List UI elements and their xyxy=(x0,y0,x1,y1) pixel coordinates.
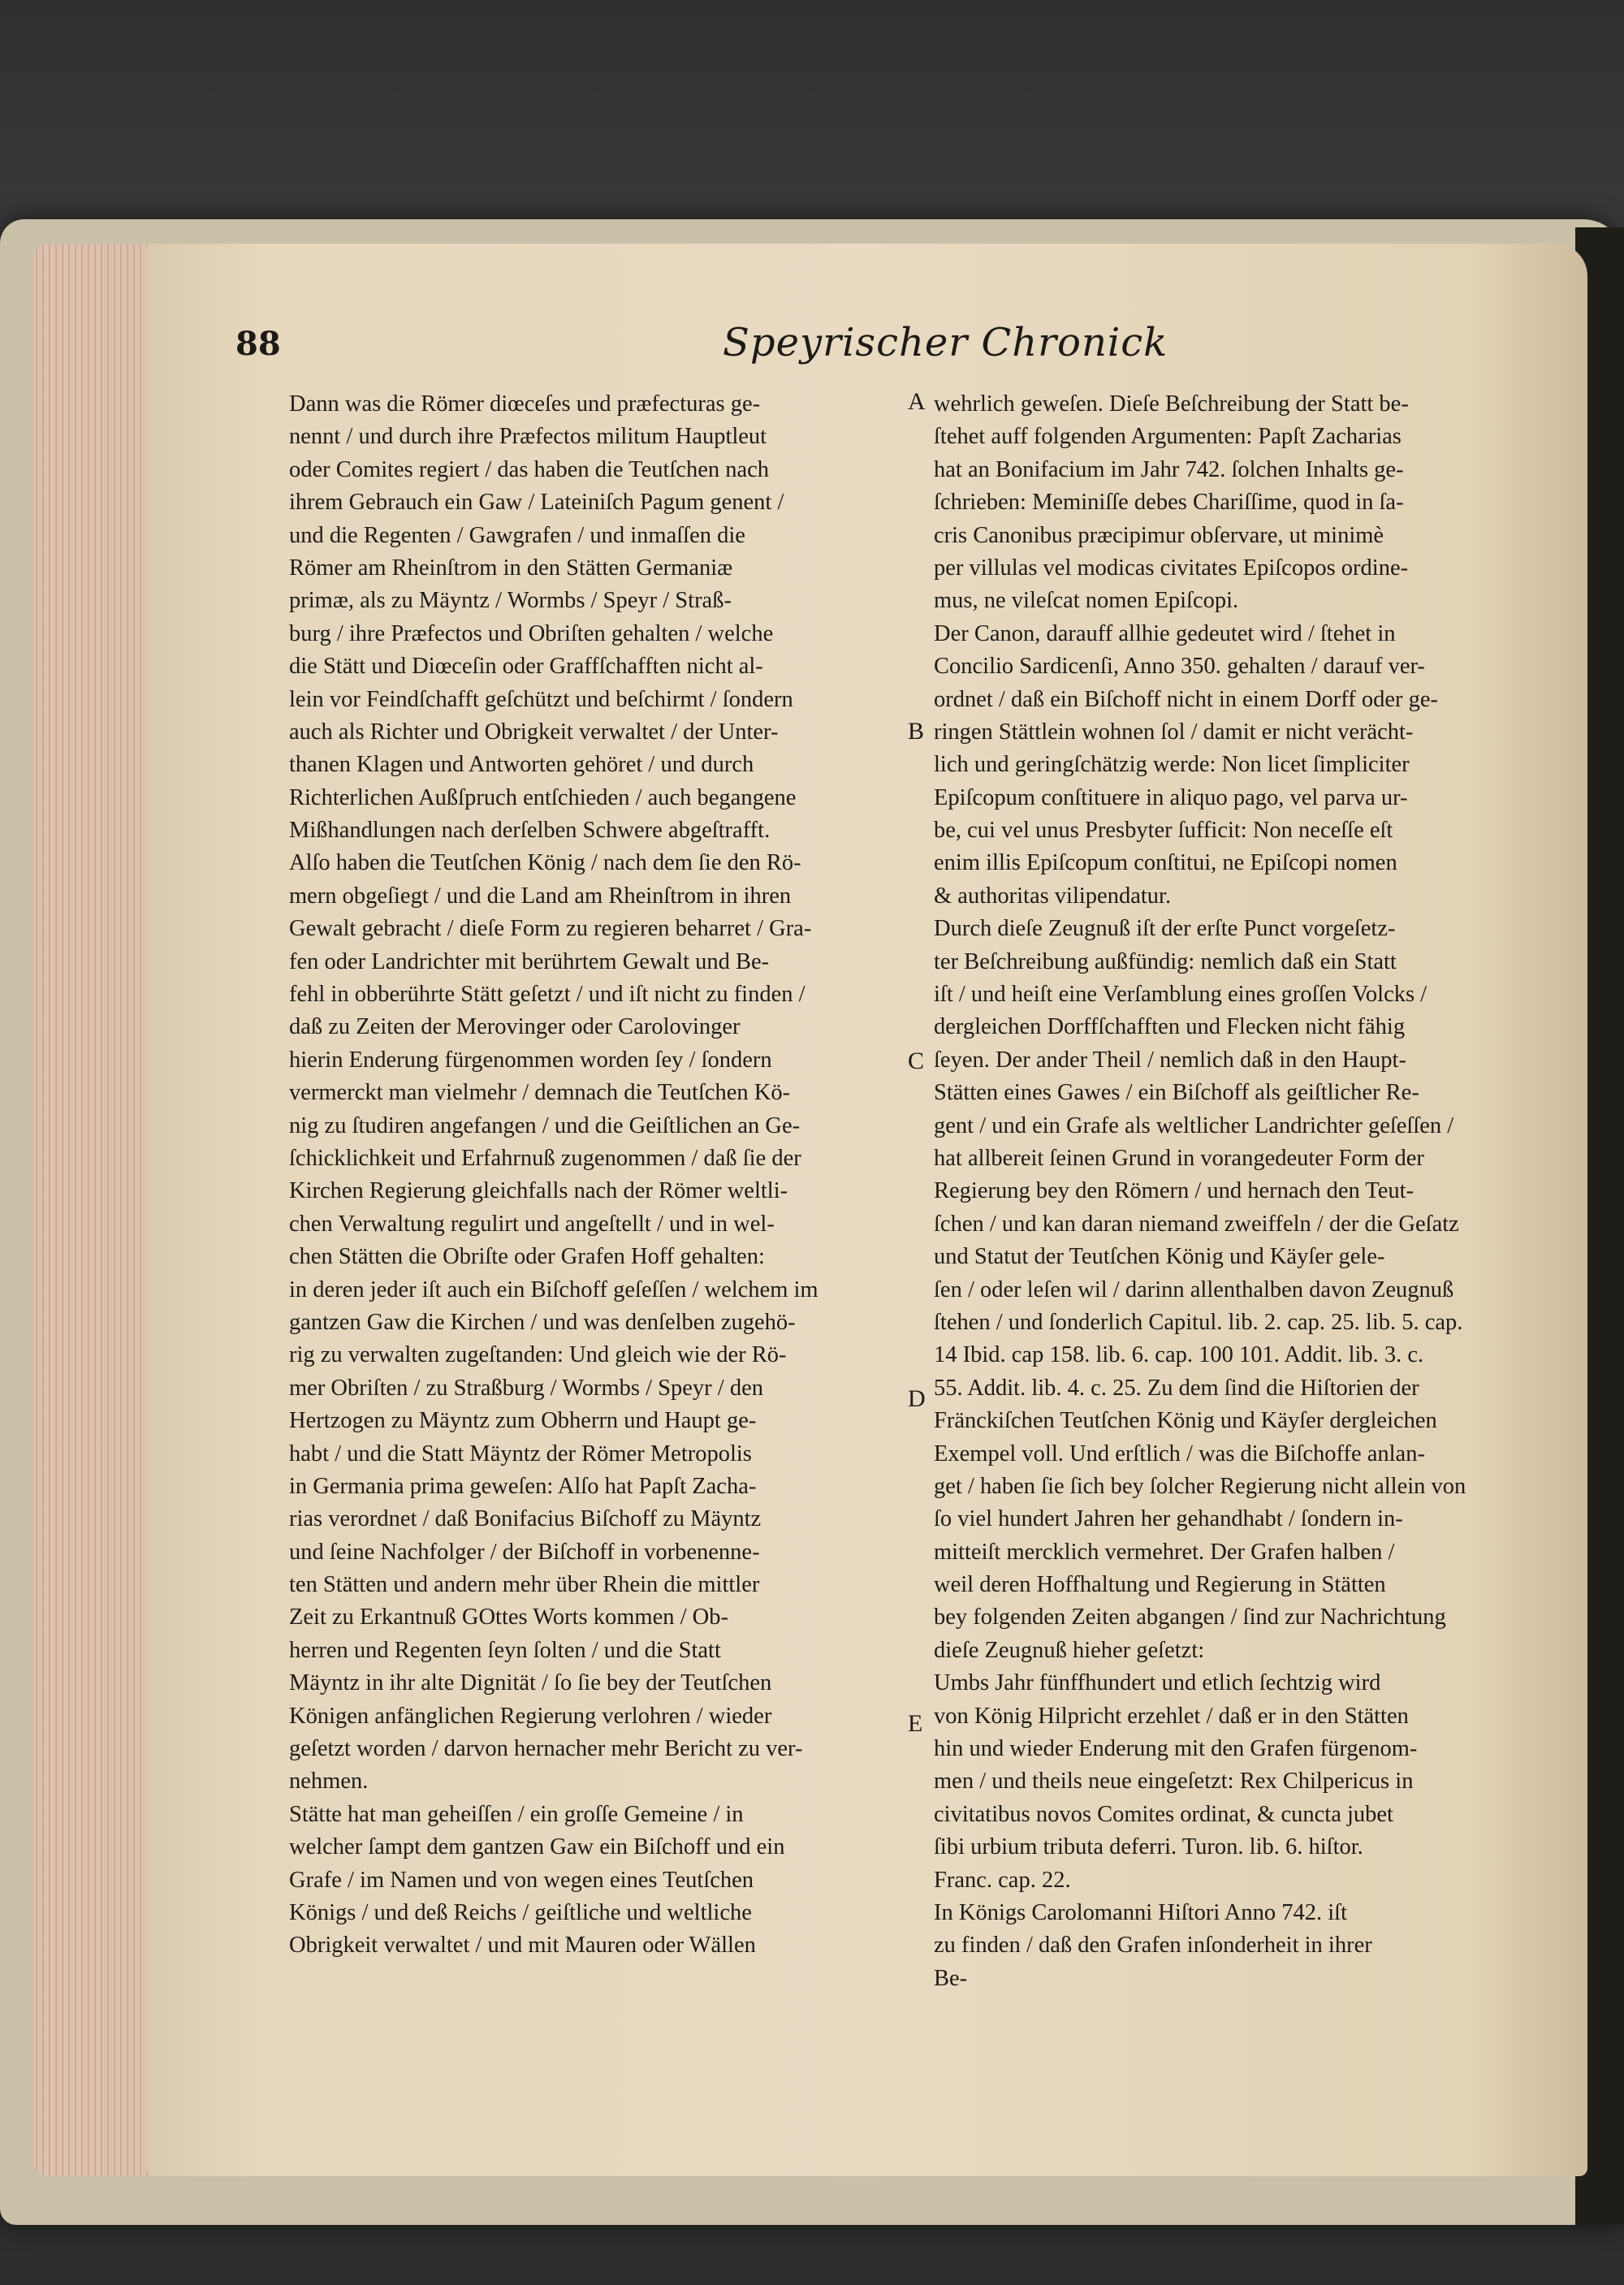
text-line: nennt / und durch ihre Præfectos militum Hauptleut xyxy=(289,424,767,450)
text-line: ſtehet auff folgenden Argumenten: Papſt Zacharias xyxy=(934,424,1402,450)
text-line: lich und geringſchätzig werde: Non licet ſimpliciter xyxy=(934,752,1410,778)
text-line: Stätten eines Gawes / ein Biſchoff als geiſtlicher Re- xyxy=(934,1080,1419,1106)
text-line: Gewalt gebracht / dieſe Form zu regieren beharret / Gra- xyxy=(289,916,812,942)
text-line: nig zu ſtudiren angefangen / und die Geiſtlichen an Ge- xyxy=(289,1112,801,1138)
page-number: 88 xyxy=(235,325,281,363)
margin-marker-e: E xyxy=(908,1710,923,1737)
text-line: mer Obriſten / zu Straßburg / Wormbs / Speyr / den xyxy=(289,1375,763,1401)
text-line: civitatibus novos Comites ordinat, & cuncta jubet xyxy=(934,1801,1393,1827)
text-line: Kirchen Regierung gleichfalls nach der Römer weltli- xyxy=(289,1178,788,1204)
text-line: gantzen Gaw die Kirchen / und was denſelben zugehö- xyxy=(289,1309,796,1335)
text-line: get / haben ſie ſich bey ſolcher Regierung nicht allein von xyxy=(934,1473,1466,1499)
text-line: Mißhandlungen nach derſelben Schwere abgeſtrafft. xyxy=(289,818,771,844)
text-line: hat allbereit ſeinen Grund in vorangedeuter Form der xyxy=(934,1145,1424,1171)
left-text-column xyxy=(289,388,906,1963)
text-line: enim illis Epiſcopum conſtitui, ne Epiſcopi nomen xyxy=(934,850,1397,876)
text-line: iſt / und heiſt eine Verſamblung eines groſſen Volcks / xyxy=(934,982,1427,1008)
text-line: daß zu Zeiten der Merovinger oder Carolovinger xyxy=(289,1014,741,1040)
text-line: wehrlich geweſen. Dieſe Beſchreibung der Statt be- xyxy=(934,391,1409,417)
text-line: ſo viel hundert Jahren her gehandhabt / ſondern in- xyxy=(934,1506,1403,1532)
text-line: Dann was die Römer diœceſes und præfecturas ge- xyxy=(289,391,761,417)
text-line: von König Hilpricht erzehlet / daß er in den Stätten xyxy=(934,1703,1409,1729)
text-line: chen Verwaltung regulirt und angeſtellt / und in wel- xyxy=(289,1211,775,1237)
text-line: Umbs Jahr fünffhundert und etlich ſechtzig wird xyxy=(934,1670,1381,1696)
text-line: & authoritas vilipendatur. xyxy=(934,883,1172,909)
text-line: ſeyen. Der ander Theil / nemlich daß in den Haupt- xyxy=(934,1047,1406,1073)
text-line: Fränckiſchen Teutſchen König und Käyſer dergleichen xyxy=(934,1408,1437,1434)
text-line: ordnet / daß ein Biſchoff nicht in einem Dorff oder ge- xyxy=(934,686,1439,712)
text-line: men / und theils neue eingeſetzt: Rex Chilpericus in xyxy=(934,1769,1414,1795)
text-line: ſen / oder leſen wil / darinn allenthalben davon Zeugnuß xyxy=(934,1276,1454,1302)
text-line: dieſe Zeugnuß hieher geſetzt: xyxy=(934,1637,1205,1663)
text-line: geſetzt worden / darvon hernacher mehr Bericht zu ver- xyxy=(289,1736,803,1762)
text-line: be, cui vel unus Presbyter ſufficit: Non neceſſe eſt xyxy=(934,818,1393,844)
text-line: vermerckt man vielmehr / demnach die Teutſchen Kö- xyxy=(289,1080,791,1106)
text-line: hin und wieder Enderung mit den Grafen fürgenom- xyxy=(934,1736,1418,1762)
text-line: Epiſcopum conſtituere in aliquo pago, vel parva ur- xyxy=(934,784,1408,810)
text-line: hat an Bonifacium im Jahr 742. ſolchen Inhalts ge- xyxy=(934,456,1404,482)
text-line: cris Canonibus præcipimur obſervare, ut minimè xyxy=(934,522,1384,548)
text-line: und die Regenten / Gawgrafen / und inmaſſen die xyxy=(289,522,745,548)
text-line: die Stätt und Diœceſin oder Graffſchafften nicht al- xyxy=(289,654,763,680)
text-line: gent / und ein Grafe als weltlicher Landrichter geſeſſen / xyxy=(934,1112,1454,1138)
text-line: ſtehen / und ſonderlich Capitul. lib. 2. cap. 25. lib. 5. cap. xyxy=(934,1309,1463,1335)
text-line: 14 Ibid. cap 158. lib. 6. cap. 100 101. Addit. lib. 3. c. xyxy=(934,1342,1424,1368)
text-line: zu finden / daß den Grafen inſonderheit in ihrer xyxy=(934,1933,1372,1959)
page-fore-edge xyxy=(32,244,162,2176)
text-line: bey folgenden Zeiten abgangen / ſind zur Nachrichtung xyxy=(934,1605,1446,1631)
text-line: rias verordnet / daß Bonifacius Biſchoff zu Mäyntz xyxy=(289,1506,762,1532)
margin-marker-c: C xyxy=(908,1047,925,1074)
text-line: und Statut der Teutſchen König und Käyſer gele- xyxy=(934,1244,1385,1270)
margin-marker-b: B xyxy=(908,718,925,745)
text-line: Der Canon, darauff allhie gedeutet wird / ſtehet in xyxy=(934,620,1396,646)
text-line: Mäyntz in ihr alte Dignität / ſo ſie bey der Teutſchen xyxy=(289,1670,772,1696)
right-text-column xyxy=(934,388,1539,1995)
text-line: ihrem Gebrauch ein Gaw / Lateiniſch Pagum genent / xyxy=(289,490,784,516)
text-line: herren und Regenten ſeyn ſolten / und die Statt xyxy=(289,1637,721,1663)
text-line: ſchen / und kan daran niemand zweiffeln / der die Geſatz xyxy=(934,1211,1459,1237)
text-line: fen oder Landrichter mit berührtem Gewalt und Be- xyxy=(289,948,770,974)
text-line: primæ, als zu Mäyntz / Wormbs / Speyr / Straß- xyxy=(289,588,732,614)
text-line: ter Beſchreibung außfündig: nemlich daß ein Statt xyxy=(934,948,1397,974)
text-line: Königs / und deß Reichs / geiſtliche und weltliche xyxy=(289,1899,752,1925)
text-line: Richterlichen Außſpruch entſchieden / auch begangene xyxy=(289,784,797,810)
text-line: ſchicklichkeit und Erfahrnuß zugenommen / daß ſie der xyxy=(289,1145,801,1171)
text-line: welcher ſampt dem gantzen Gaw ein Biſchoff und ein xyxy=(289,1834,785,1860)
text-line: Concilio Sardicenſi, Anno 350. gehalten / darauf ver- xyxy=(934,654,1425,680)
text-line: habt / und die Statt Mäyntz der Römer Metropolis xyxy=(289,1441,752,1466)
text-line: ringen Stättlein wohnen ſol / damit er nicht verächt- xyxy=(934,719,1414,745)
text-line: chen Stätten die Obriſte oder Grafen Hoff gehalten: xyxy=(289,1244,765,1270)
text-line: Königen anfänglichen Regierung verlohren / wieder xyxy=(289,1703,772,1729)
text-line: Obrigkeit verwaltet / und mit Mauren oder Wällen xyxy=(289,1933,756,1959)
margin-marker-d: D xyxy=(908,1385,926,1412)
text-line: oder Comites regiert / das haben die Teutſchen nach xyxy=(289,456,770,482)
text-line: Exempel voll. Und erſtlich / was die Biſchoffe anlan- xyxy=(934,1441,1425,1466)
text-line: Durch dieſe Zeugnuß iſt der erſte Punct vorgeſetz- xyxy=(934,916,1396,942)
text-line: nehmen. xyxy=(289,1769,369,1795)
page-title: Speyrischer Chronick xyxy=(723,320,1168,365)
text-line: Hertzogen zu Mäyntz zum Obherrn und Haupt ge- xyxy=(289,1408,757,1434)
margin-marker-a: A xyxy=(908,388,926,415)
text-line: hierin Enderung fürgenommen worden ſey / ſondern xyxy=(289,1047,772,1073)
text-line: in Germania prima geweſen: Alſo hat Papſt Zacha- xyxy=(289,1473,757,1499)
text-line: 55. Addit. lib. 4. c. 25. Zu dem ſind die Hiſtorien der xyxy=(934,1375,1419,1401)
text-line: weil deren Hoffhaltung und Regierung in Stätten xyxy=(934,1572,1386,1598)
text-line: Stätte hat man geheiſſen / ein groſſe Gemeine / in xyxy=(289,1801,744,1827)
text-line: Regierung bey den Römern / und hernach den Teut- xyxy=(934,1178,1415,1204)
text-line: ſchrieben: Meminiſſe debes Chariſſime, quod in ſa- xyxy=(934,490,1404,516)
text-line: In Königs Carolomanni Hiſtori Anno 742. iſt xyxy=(934,1899,1348,1925)
text-line: per villulas vel modicas civitates Epiſcopos ordine- xyxy=(934,555,1409,581)
text-line: ſibi urbium tributa deferri. Turon. lib. 6. hiſtor. xyxy=(934,1834,1363,1860)
text-line: lein vor Feindſchafft geſchützt und beſchirmt / ſondern xyxy=(289,686,793,712)
text-line: und ſeine Nachfolger / der Biſchoff in vorbenenne- xyxy=(289,1539,760,1565)
text-line: mitteiſt mercklich vermehret. Der Grafen halben / xyxy=(934,1539,1395,1565)
text-line: in deren jeder iſt auch ein Biſchoff geſeſſen / welchem im xyxy=(289,1276,818,1302)
text-line: Franc. cap. 22. xyxy=(934,1867,1071,1893)
text-line: fehl in obberührte Stätt geſetzt / und iſt nicht zu finden / xyxy=(289,982,806,1008)
running-head xyxy=(235,320,1535,374)
text-line: Grafe / im Namen und von wegen eines Teutſchen xyxy=(289,1867,754,1893)
text-line: Zeit zu Erkantnuß GOttes Worts kommen / Ob- xyxy=(289,1605,728,1631)
text-line: thanen Klagen und Antworten gehöret / und durch xyxy=(289,752,754,778)
text-line: Be- xyxy=(934,1965,968,1991)
text-line: rig zu verwalten zugeſtanden: Und gleich wie der Rö- xyxy=(289,1342,787,1368)
text-line: mern obgeſiegt / und die Land am Rheinſtrom in ihren xyxy=(289,883,792,909)
text-line: auch als Richter und Obrigkeit verwaltet / der Unter- xyxy=(289,719,779,745)
text-line: Römer am Rheinſtrom in den Stätten Germaniæ xyxy=(289,555,733,581)
text-line: Alſo haben die Teutſchen König / nach dem ſie den Rö- xyxy=(289,850,801,876)
text-line: dergleichen Dorffſchafften und Flecken nicht fähig xyxy=(934,1014,1406,1040)
text-line: burg / ihre Præfectos und Obriſten gehalten / welche xyxy=(289,620,774,646)
text-line: mus, ne vileſcat nomen Epiſcopi. xyxy=(934,588,1239,614)
text-line: ten Stätten und andern mehr über Rhein die mittler xyxy=(289,1572,760,1598)
